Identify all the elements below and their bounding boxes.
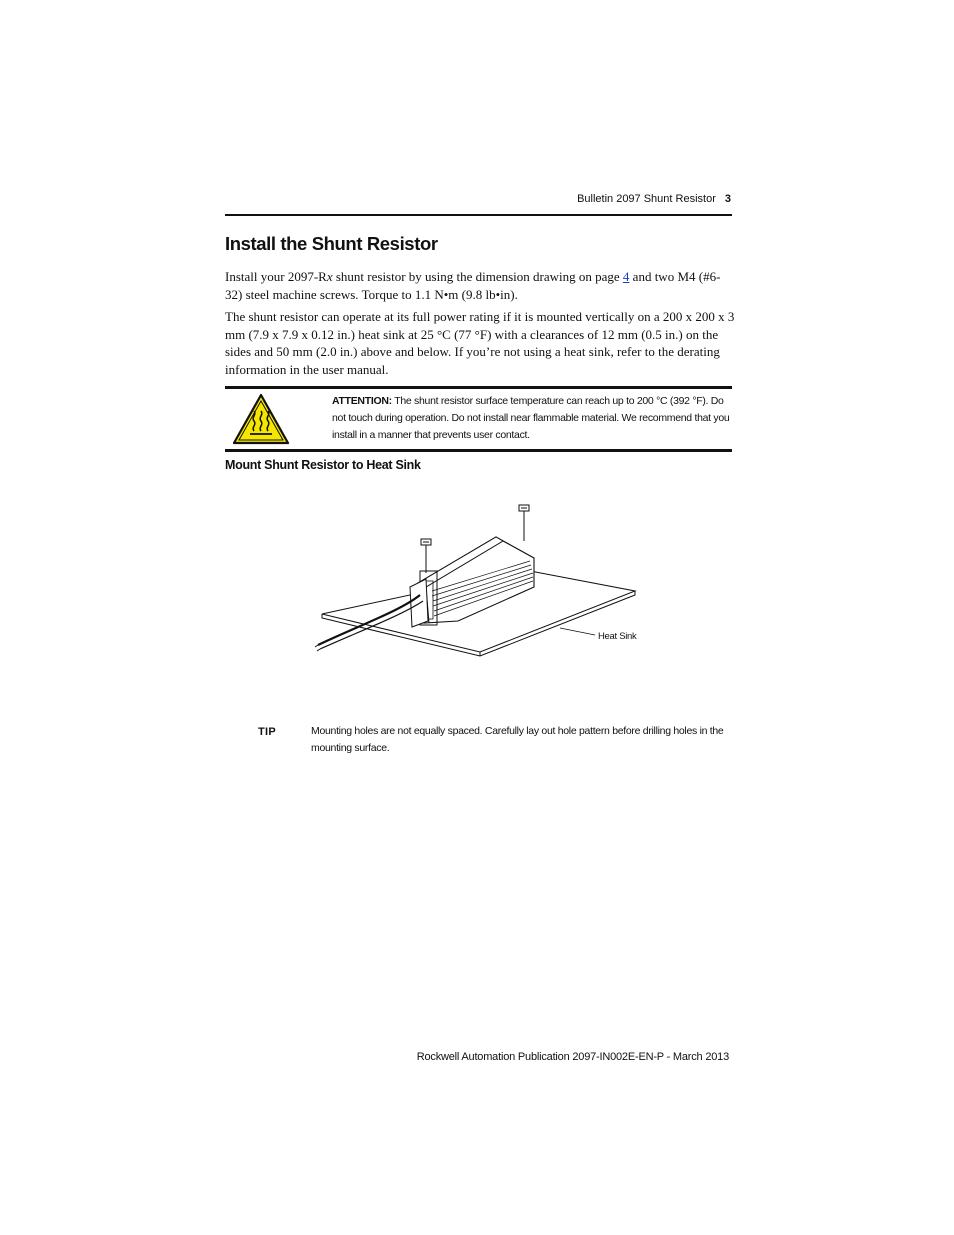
hot-surface-warning-icon	[232, 393, 290, 445]
para1-text-d: m (9.8 lb	[448, 286, 496, 302]
para1-text-c: and two M4 (#6-32) steel machine screws. Torque to 1.1 N	[225, 269, 721, 302]
para1-bullet-2: •	[495, 286, 501, 302]
attention-label: ATTENTION:	[332, 395, 392, 407]
install-paragraph	[225, 268, 735, 303]
running-title: Bulletin 2097 Shunt Resistor	[577, 193, 716, 205]
section-title: Install the Shunt Resistor	[225, 233, 438, 254]
attention-top-rule	[225, 386, 732, 389]
para1-italic-x: x	[326, 269, 333, 284]
para1-text-a: Install your 2097-R	[225, 269, 327, 284]
power-rating-paragraph: The shunt resistor can operate at its full power rating if it is mounted vertically on a 200 x 200 x 3 mm (7.9 x 7.9 x 0.12 in.) heat sink at 25 °C (77 °F) with a clearances of 12 mm (0.5 in.) on the sides and 50 mm (2.0 in.) above and below. If you’re not using a heat sink, refer to the derating information in the user manual.	[225, 309, 735, 377]
header-rule	[225, 214, 732, 216]
para1-text-b: shunt resistor by using the dimension drawing on page	[332, 269, 623, 284]
tip-label: TIP	[258, 726, 277, 738]
attention-body: The shunt resistor surface temperature can reach up to 200 °C (392 °F). Do not touch during operation. Do not install near flammable material. We recommend that you install in a manner that prevents user contact.	[332, 395, 730, 441]
heat-sink-callout: Heat Sink	[598, 631, 637, 642]
page-link[interactable]: 4	[622, 269, 630, 284]
tip-text: Mounting holes are not equally spaced. Carefully lay out hole pattern before drilling holes in the mounting surface.	[311, 725, 724, 754]
page-footer: Rockwell Automation Publication 2097-IN002E-EN-P - March 2013	[416, 1051, 729, 1063]
para1-text-e: in).	[500, 286, 518, 302]
running-header	[577, 193, 731, 205]
para1-bullet-1: •	[443, 286, 449, 302]
attention-bottom-rule	[225, 449, 732, 452]
page-number: 3	[724, 193, 731, 205]
subsection-title: Mount Shunt Resistor to Heat Sink	[225, 458, 421, 472]
attention-text	[332, 393, 730, 444]
